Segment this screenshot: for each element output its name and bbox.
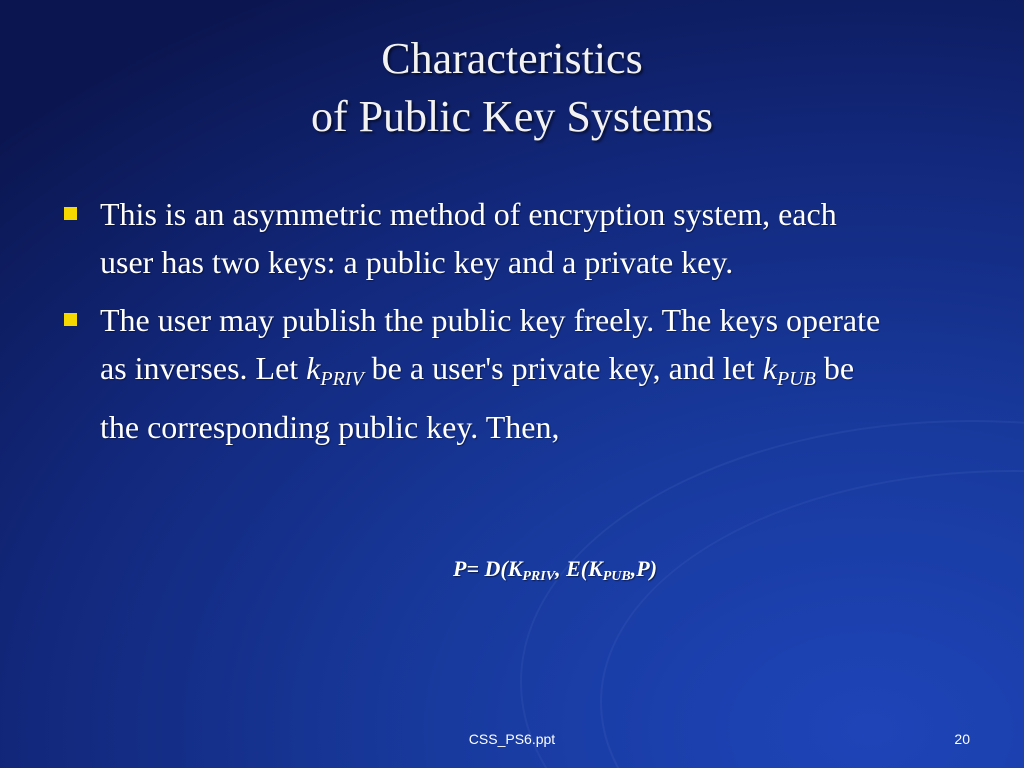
bullet-text: The user may publish the public key freely. The keys operate as inverses. Let: [100, 302, 881, 386]
title-line-1: Characteristics: [381, 34, 643, 83]
bullet-text: be the corresponding public key. Then,: [100, 350, 855, 445]
bullet-text: This is an asymmetric method of encryption system, each user has two keys: a public key and a private key.: [100, 196, 837, 280]
math-variable-k: k: [762, 350, 777, 386]
page-number: 20: [954, 731, 970, 747]
slide-title: [0, 30, 1024, 146]
math-subscript: PUB: [776, 368, 816, 390]
bullet-item: [60, 190, 890, 286]
formula-subscript: PRIV: [522, 569, 556, 584]
footer-filename: CSS_PS6.ppt: [468, 731, 556, 747]
bullet-item: [60, 296, 890, 451]
formula-part: ,P): [630, 556, 658, 581]
bullet-list: [60, 190, 890, 461]
formula-subscript: PUB: [602, 569, 631, 584]
bullet-text: be a user's private key, and let: [363, 350, 763, 386]
math-subscript: PRIV: [320, 368, 364, 390]
formula: [453, 556, 657, 585]
square-bullet-icon: [64, 313, 77, 326]
title-line-2: of Public Key Systems: [310, 92, 714, 141]
square-bullet-icon: [64, 207, 77, 220]
math-variable-k: k: [306, 350, 321, 386]
formula-part: P= D(K: [453, 556, 523, 581]
formula-part: , E(K: [555, 556, 603, 581]
